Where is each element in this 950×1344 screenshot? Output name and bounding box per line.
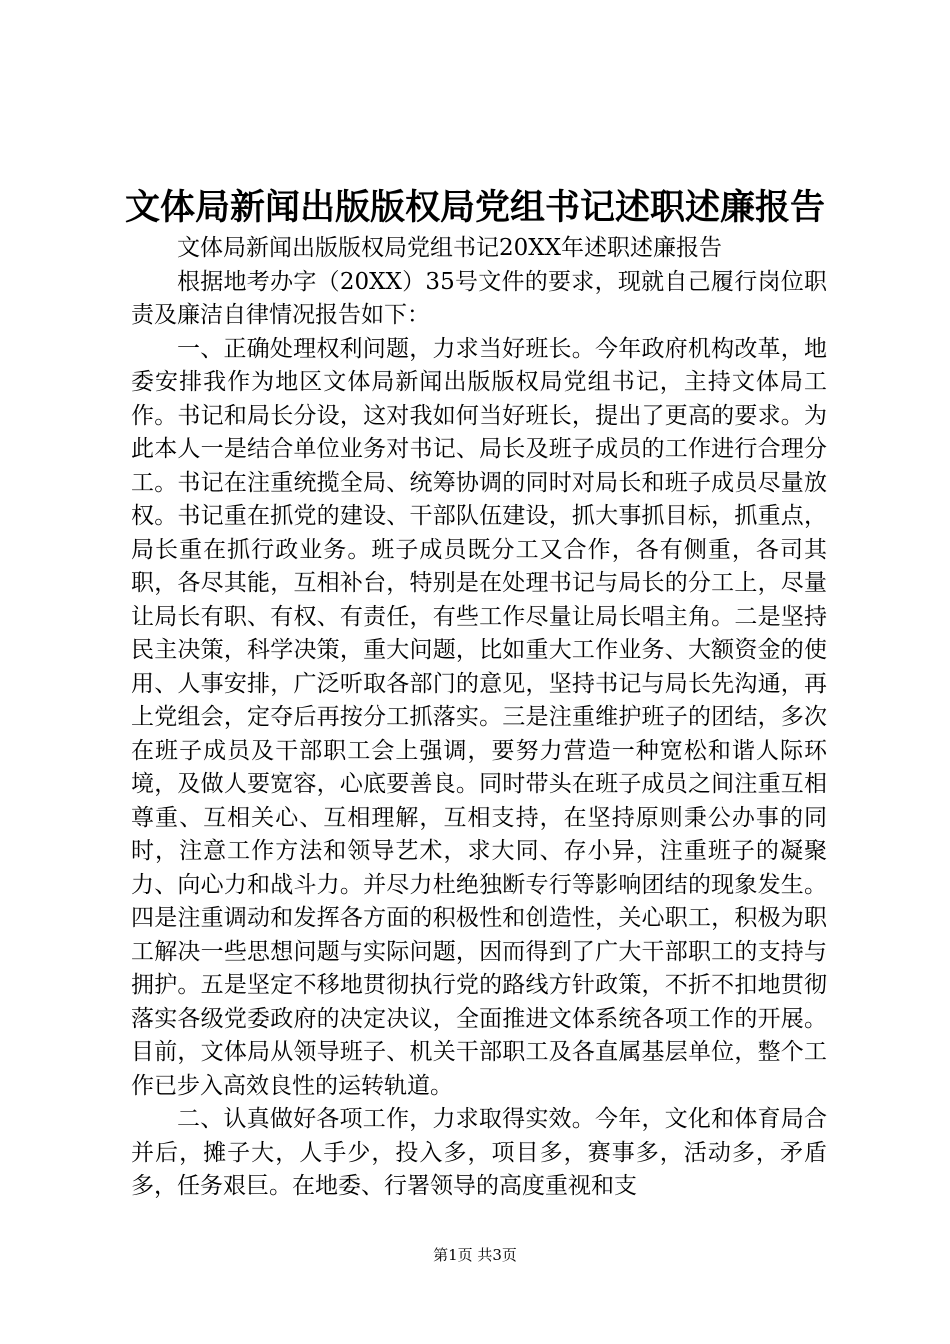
page-footer: 第1页 共3页	[433, 1246, 517, 1264]
section-one-paragraph: 一、正确处理权利问题，力求当好班长。今年政府机构改革，地委安排我作为地区文体局新闻出版版权局党组书记，主持文体局工作。书记和局长分设，这对我如何当好班长，提出了更高的要求。为此本人一是结合单位业务对书记、局长及班子成员的工作进行合理分工。书记在注重统揽全局、统筹协调的同时对局长和班子成员尽量放权。书记重在抓党的建设、干部队伍建设，抓大事抓目标，抓重点，局长重在抓行政业务。班子成员既分工又合作，各有侧重，各司其职，各尽其能，互相补台，特别是在处理书记与局长的分工上，尽量让局长有职、有权、有责任，有些工作尽量让局长唱主角。二是坚持民主决策，科学决策，重大问题，比如重大工作业务、大额资金的使用、人事安排，广泛听取各部门的意见，坚持书记与局长先沟通，再上党组会，定夺后再按分工抓落实。三是注重维护班子的团结，多次在班子成员及干部职工会上强调，要努力营造一种宽松和谐人际环境，及做人要宽容，心底要善良。同时带头在班子成员之间注重互相尊重、互相关心、互相理解，互相支持，在坚持原则秉公办事的同时，注意工作方法和领导艺术，求大同、存小异，注重班子的凝聚力、向心力和战斗力。并尽力杜绝独断专行等影响团结的现象发生。四是注重调动和发挥各方面的积极性和创造性，关心职工，积极为职工解决一些思想问题与实际问题，因而得到了广大干部职工的支持与拥护。五是坚定不移地贯彻执行党的路线方针政策，不折不扣地贯彻落实各级党委政府的决定决议，全面推进文体系统各项工作的开展。目前，文体局从领导班子、机关干部职工及各直属基层单位，整个工作已步入高效良性的运转轨道。	[131, 335, 827, 1099]
subtitle-paragraph: 文体局新闻出版版权局党组书记20XX年述职述廉报告	[177, 235, 723, 261]
document-title: 文体局新闻出版版权局党组书记述职述廉报告	[124, 187, 825, 228]
document-body	[131, 232, 827, 1204]
intro-paragraph: 根据地考办字（20XX）35号文件的要求，现就自己履行岗位职责及廉洁自律情况报告如下：	[131, 268, 827, 328]
section-two-paragraph: 二、认真做好各项工作，力求取得实效。今年，文化和体育局合并后，摊子大，人手少，投入多，项目多，赛事多，活动多，矛盾多，任务艰巨。在地委、行署领导的高度重视和支	[131, 1106, 827, 1199]
